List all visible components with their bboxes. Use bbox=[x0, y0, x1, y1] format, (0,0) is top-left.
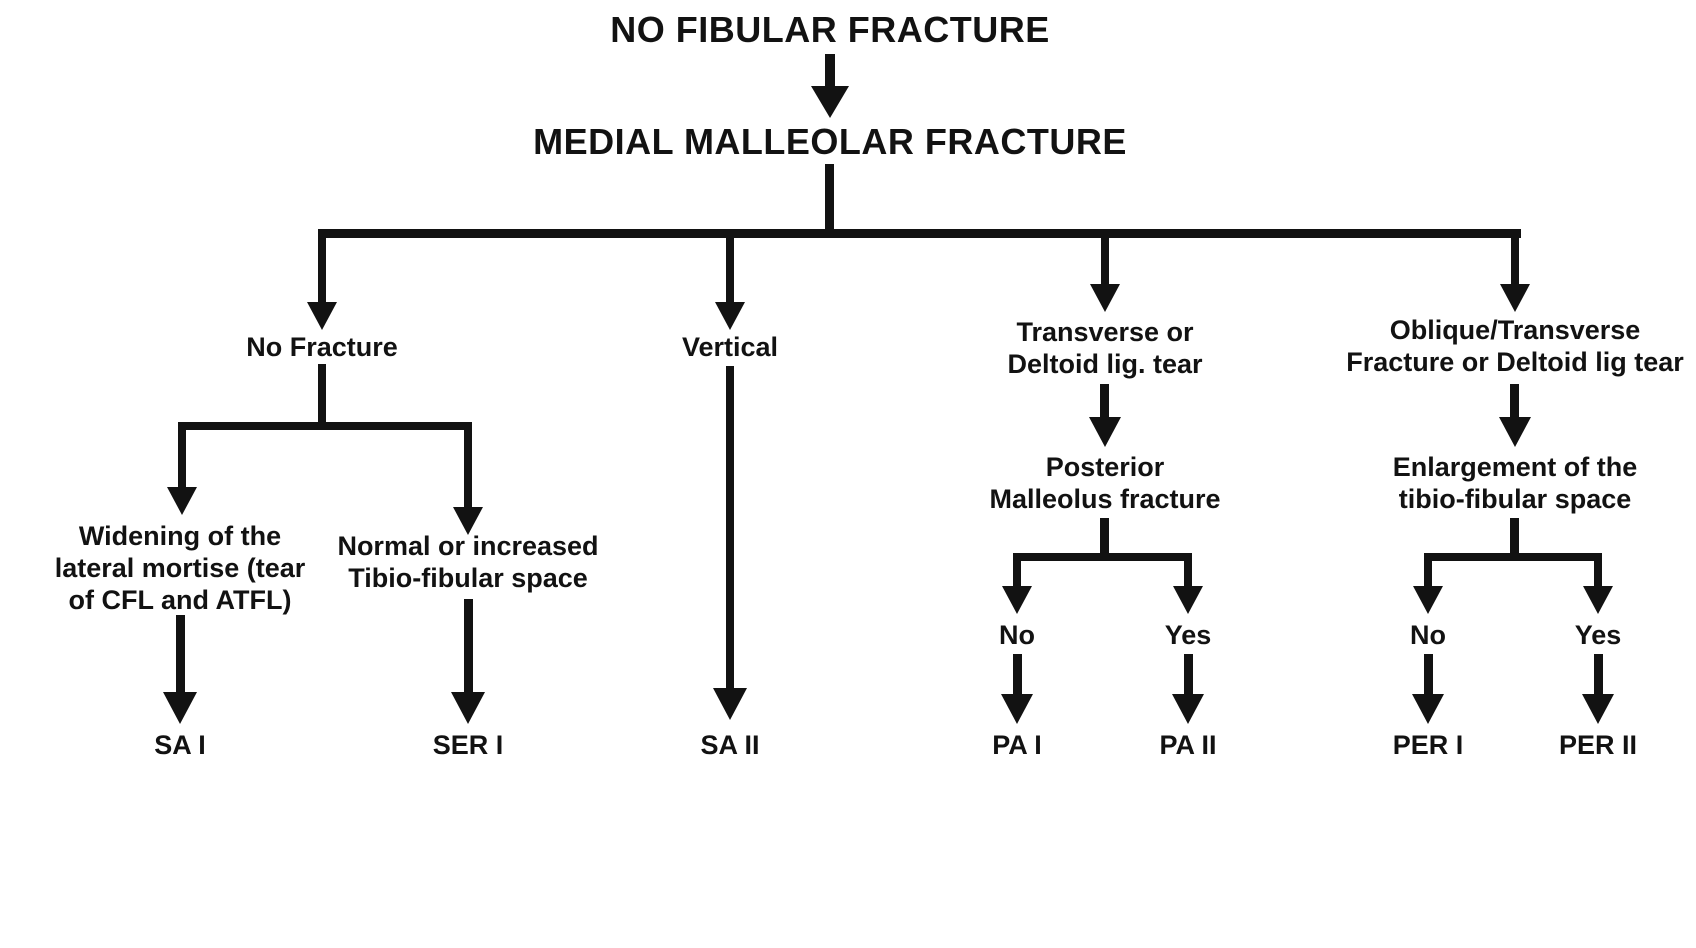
node-enlargement-line1: Enlargement of the bbox=[1392, 452, 1638, 482]
node-normal-line2: Tibio-fibular space bbox=[348, 563, 588, 593]
posterior-split-bar bbox=[1013, 553, 1192, 561]
node-widening-line3: of CFL and ATFL) bbox=[68, 585, 292, 615]
per-yes-arrow-shaft bbox=[1594, 654, 1603, 694]
arrowhead-icon bbox=[451, 692, 485, 724]
result-sa-i: SA I bbox=[154, 730, 206, 760]
pa-no-arrow-shaft bbox=[1013, 654, 1022, 694]
branch2-drop-shaft bbox=[726, 229, 734, 302]
result-per-i: PER I bbox=[1392, 730, 1464, 760]
label-pa-no: No bbox=[999, 620, 1035, 650]
root-stem bbox=[825, 164, 834, 233]
node-transverse-line2: Deltoid lig. tear bbox=[1007, 349, 1203, 379]
node-posterior-line2: Malleolus fracture bbox=[989, 484, 1221, 514]
pa-no-drop-shaft bbox=[1013, 553, 1021, 586]
widening-drop-shaft bbox=[178, 422, 186, 487]
node-posterior-malleolus bbox=[989, 451, 1220, 515]
result-ser-i: SER I bbox=[432, 730, 504, 760]
node-transverse-line1: Transverse or bbox=[1016, 317, 1194, 347]
branch3-drop-shaft bbox=[1101, 229, 1109, 284]
arrowhead-icon bbox=[1499, 417, 1531, 447]
per-yes-drop-shaft bbox=[1594, 553, 1602, 586]
node-oblique-line2: Fracture or Deltoid lig tear bbox=[1346, 347, 1684, 377]
pa-yes-arrow-shaft bbox=[1184, 654, 1193, 694]
posterior-stem bbox=[1100, 518, 1109, 557]
transverse-arrow-shaft bbox=[1100, 384, 1109, 417]
pa-yes-drop-shaft bbox=[1184, 553, 1192, 586]
node-transverse bbox=[1007, 316, 1202, 380]
no-fracture-stem bbox=[318, 364, 326, 424]
node-enlargement bbox=[1393, 451, 1638, 515]
branch1-drop-shaft bbox=[318, 229, 326, 302]
arrowhead-icon bbox=[1412, 694, 1444, 724]
node-oblique bbox=[1346, 314, 1684, 378]
node-widening-line2: lateral mortise (tear bbox=[54, 553, 306, 583]
root-arrow-shaft bbox=[825, 54, 835, 86]
label-per-no: No bbox=[1410, 620, 1446, 650]
branch4-drop-shaft bbox=[1511, 229, 1519, 284]
node-no-fracture: No Fracture bbox=[246, 332, 398, 362]
node-widening bbox=[55, 520, 306, 616]
title-medial-malleolar-fracture: MEDIAL MALLEOLAR FRACTURE bbox=[533, 121, 1127, 162]
per-no-drop-shaft bbox=[1424, 553, 1432, 586]
arrowhead-icon bbox=[1089, 417, 1121, 447]
widening-result-arrow-shaft bbox=[176, 615, 185, 692]
label-pa-yes: Yes bbox=[1164, 620, 1212, 650]
node-vertical: Vertical bbox=[681, 332, 779, 362]
node-posterior-line1: Posterior bbox=[1045, 452, 1165, 482]
arrowhead-icon bbox=[1090, 284, 1120, 312]
arrowhead-icon bbox=[1413, 586, 1443, 614]
node-oblique-line1: Oblique/Transverse bbox=[1389, 315, 1641, 345]
result-per-ii: PER II bbox=[1558, 730, 1638, 760]
result-pa-i: PA I bbox=[992, 730, 1042, 760]
vertical-result-arrow-shaft bbox=[726, 366, 734, 688]
arrowhead-icon bbox=[1582, 694, 1614, 724]
no-fracture-split-bar bbox=[178, 422, 472, 430]
arrowhead-icon bbox=[1500, 284, 1530, 312]
arrowhead-icon bbox=[715, 302, 745, 330]
normal-drop-shaft bbox=[464, 422, 472, 507]
per-no-arrow-shaft bbox=[1424, 654, 1433, 694]
arrowhead-icon bbox=[1002, 586, 1032, 614]
title-no-fibular-fracture: NO FIBULAR FRACTURE bbox=[610, 9, 1050, 50]
main-branch-bar bbox=[318, 229, 1521, 238]
arrowhead-icon bbox=[1001, 694, 1033, 724]
arrowhead-icon bbox=[163, 692, 197, 724]
arrowhead-icon bbox=[1172, 694, 1204, 724]
enlargement-stem bbox=[1510, 518, 1519, 557]
arrowhead-icon bbox=[713, 688, 747, 720]
result-pa-ii: PA II bbox=[1159, 730, 1217, 760]
node-widening-line1: Widening of the bbox=[78, 521, 282, 551]
arrowhead-icon bbox=[811, 86, 849, 118]
node-normal-line1: Normal or increased bbox=[337, 531, 599, 561]
oblique-arrow-shaft bbox=[1510, 384, 1519, 417]
normal-result-arrow-shaft bbox=[464, 599, 473, 692]
enlargement-split-bar bbox=[1424, 553, 1602, 561]
node-normal-increased bbox=[337, 530, 598, 594]
arrowhead-icon bbox=[307, 302, 337, 330]
arrowhead-icon bbox=[1583, 586, 1613, 614]
node-enlargement-line2: tibio-fibular space bbox=[1398, 484, 1632, 514]
arrowhead-icon bbox=[167, 487, 197, 515]
label-per-yes: Yes bbox=[1574, 620, 1622, 650]
arrowhead-icon bbox=[1173, 586, 1203, 614]
result-sa-ii: SA II bbox=[700, 730, 760, 760]
